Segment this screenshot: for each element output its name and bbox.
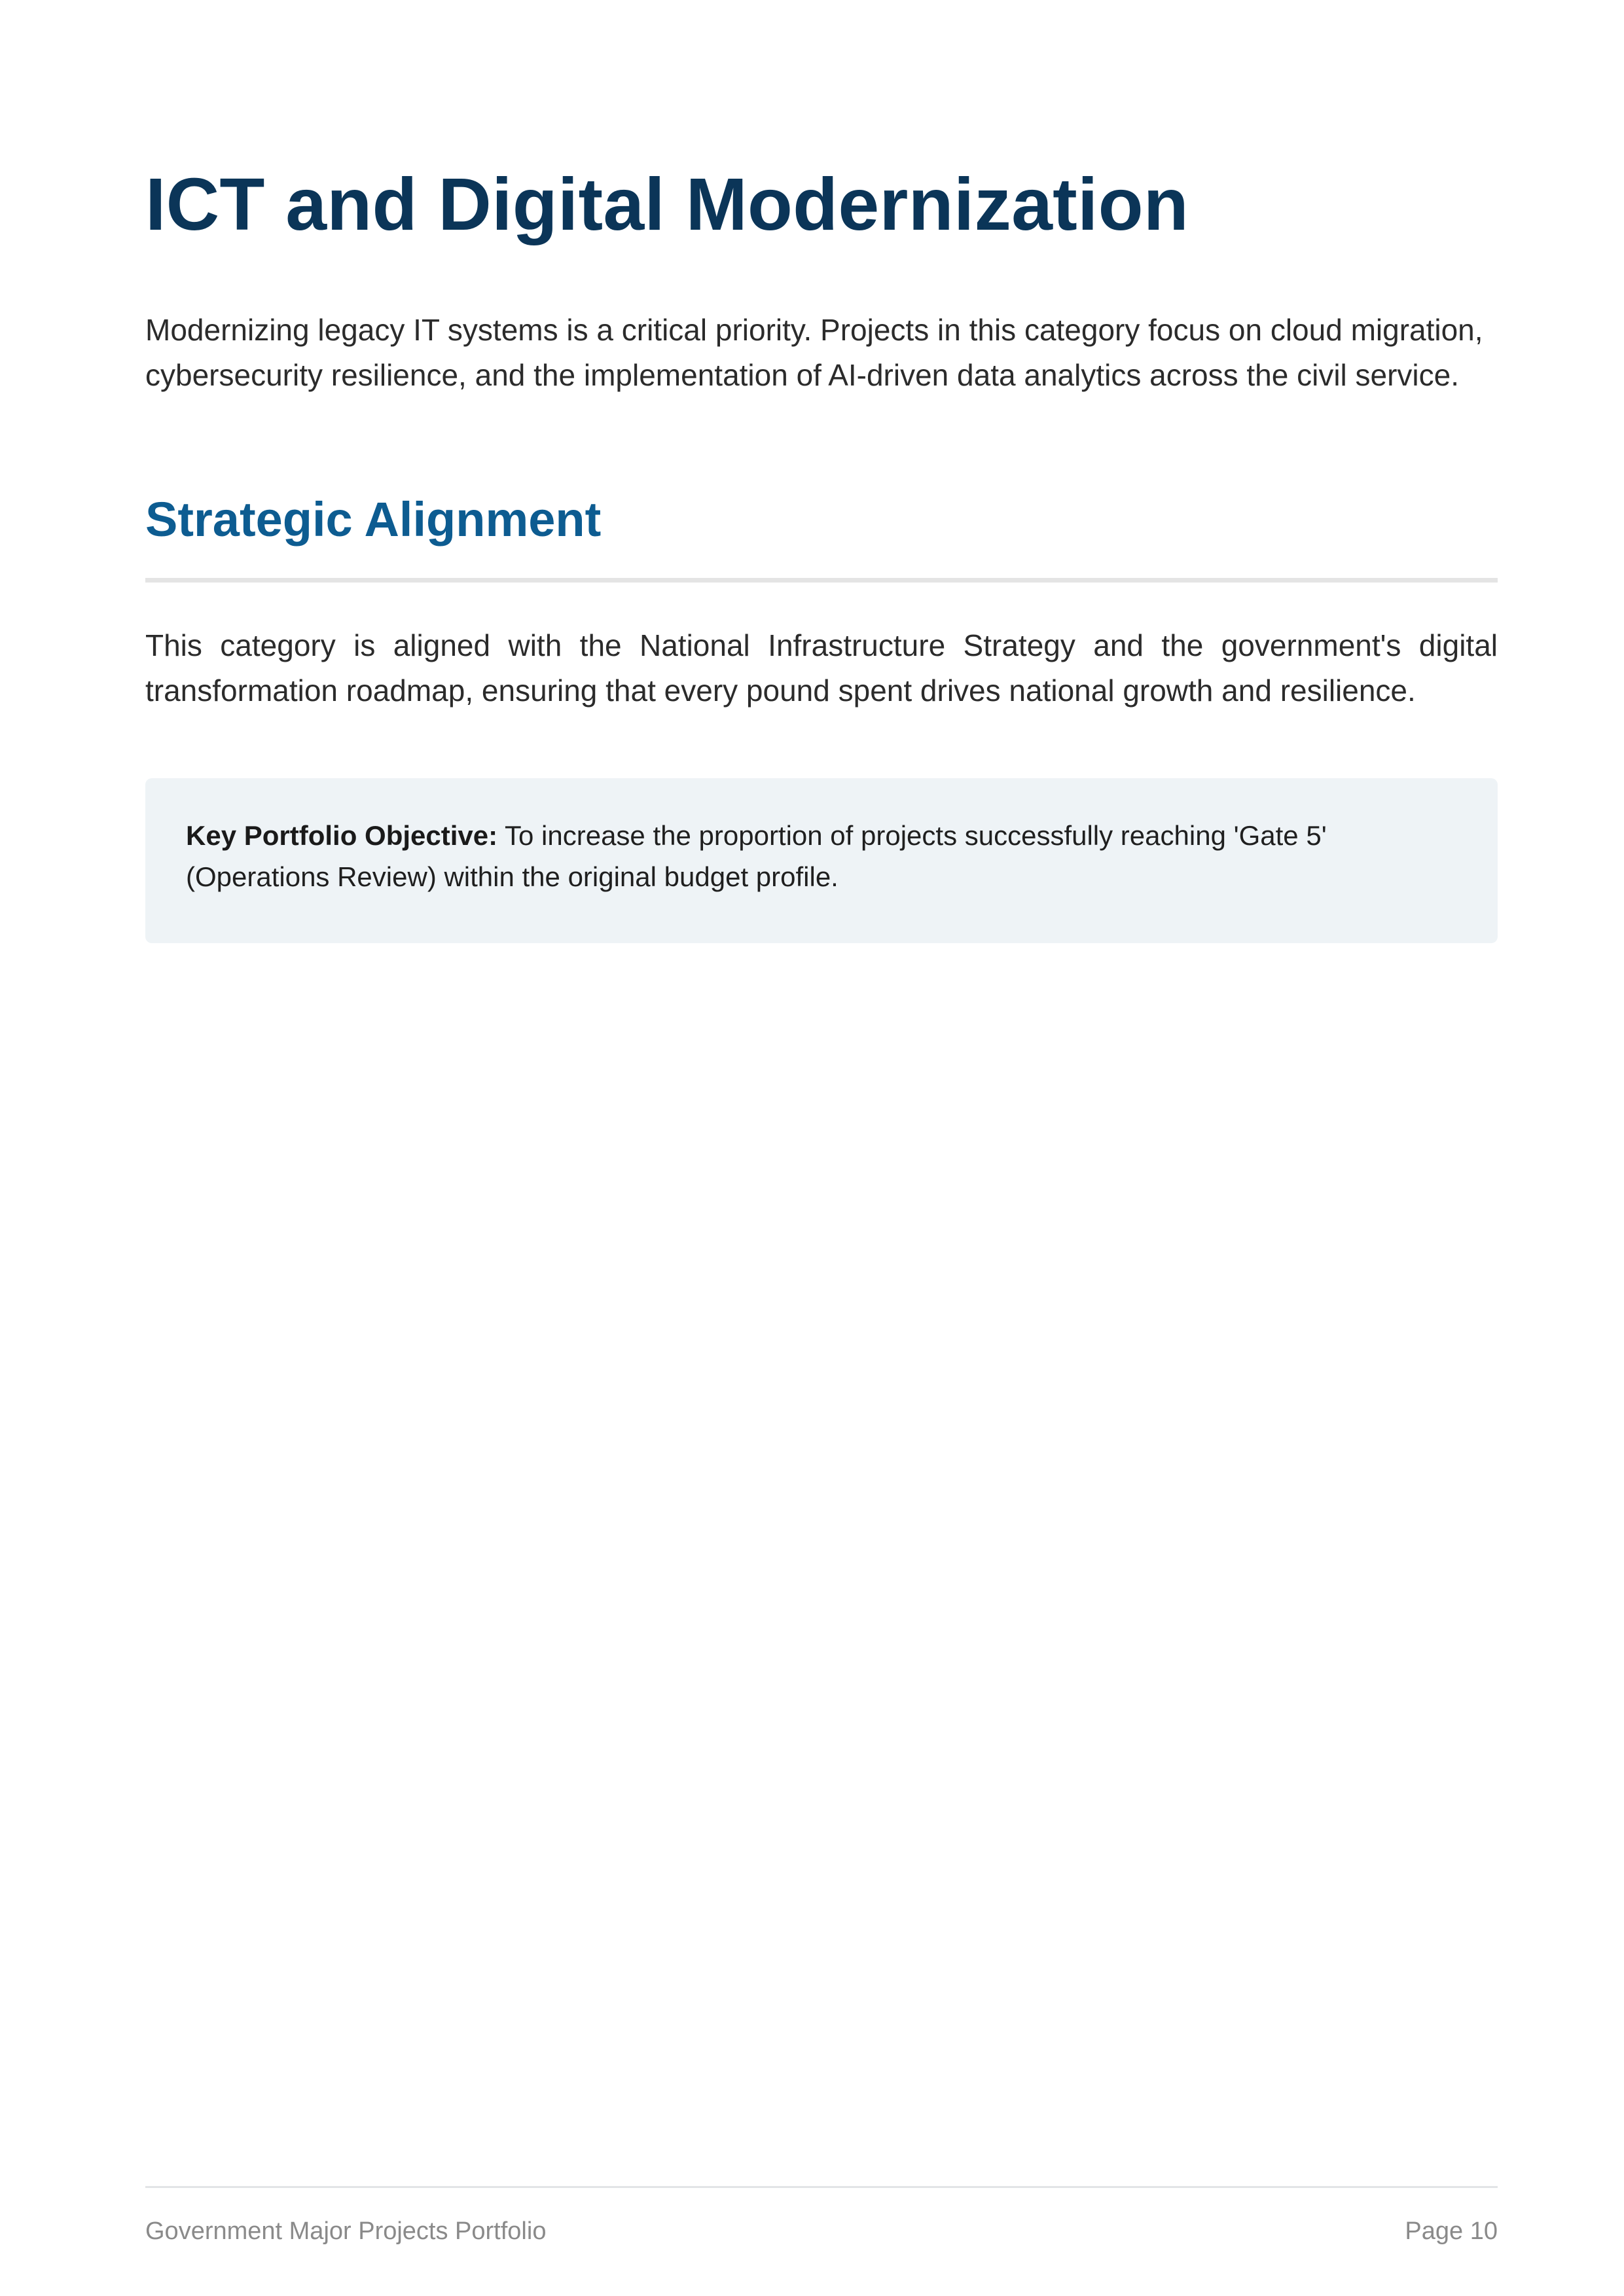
section-heading: Strategic Alignment [145,492,602,547]
footer-divider [145,2186,1498,2188]
section-divider [145,578,1498,583]
intro-paragraph: Modernizing legacy IT systems is a critical priority. Projects in this category focus on cloud migration, cybersecurity resilience, and the implementation of AI-driven data analytics across the civil service. [145,313,1483,392]
key-objective-callout [145,778,1498,943]
callout-paragraph [186,815,1331,897]
section-body-paragraph: This category is aligned with the National Infrastructure Strategy and the government's digital transformation roadmap, ensuring that every pound spent drives national growth and resilience. [145,628,1498,708]
callout-text: To increase the proportion of projects successfully reaching 'Gate 5' (Operations Review) within the original budget profile. [186,820,1327,892]
footer-document-name: Government Major Projects Portfolio [145,2217,547,2245]
document-page [145,0,1498,2296]
callout-label: Key Portfolio Objective: [186,820,498,851]
footer-page-number: Page 10 [1405,2217,1498,2245]
page-title: ICT and Digital Modernization [145,163,1189,245]
